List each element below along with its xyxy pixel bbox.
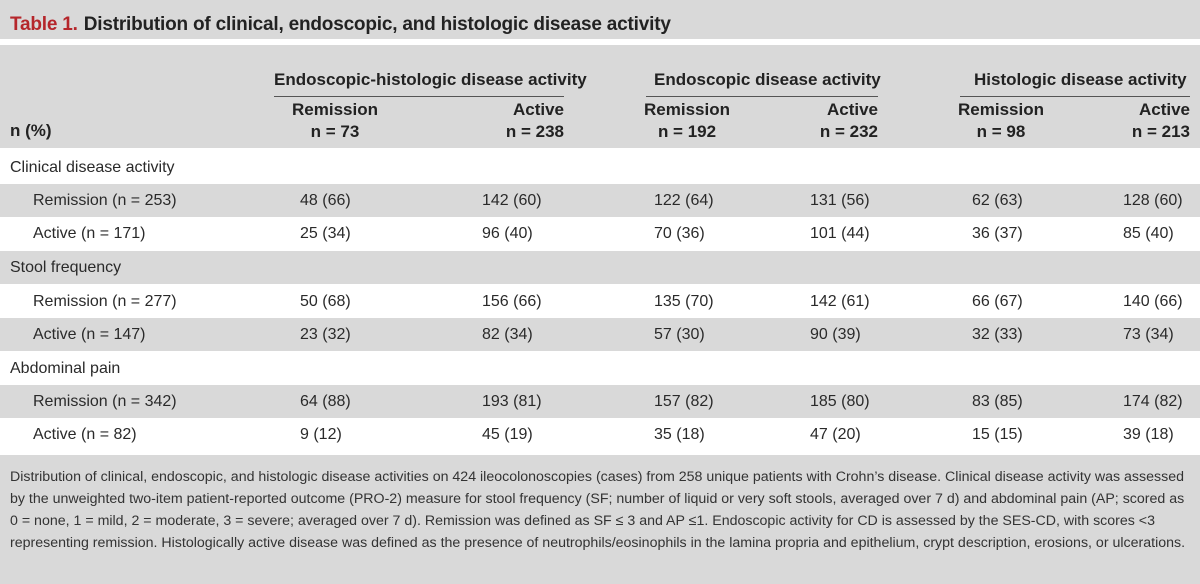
cell: 15 (15) xyxy=(972,426,1023,443)
cell: 142 (61) xyxy=(810,293,870,310)
table-row xyxy=(0,318,1200,351)
section-label: Clinical disease activity xyxy=(10,159,175,176)
table-title-bar xyxy=(0,0,1200,42)
cell: 96 (40) xyxy=(482,225,533,242)
table-row xyxy=(0,184,1200,217)
cell: 57 (30) xyxy=(654,326,705,343)
section-label: Abdominal pain xyxy=(10,360,121,377)
cell: 193 (81) xyxy=(482,393,542,410)
col-n: n = 232 xyxy=(819,122,878,141)
cell: 66 (67) xyxy=(972,293,1023,310)
group-header-endoscopic: Endoscopic disease activity xyxy=(654,70,881,89)
group-rule xyxy=(960,96,1190,97)
col-status: Active xyxy=(1138,100,1190,119)
cell: 23 (32) xyxy=(300,326,351,343)
row-label: Remission (n = 277) xyxy=(33,293,177,310)
cell: 85 (40) xyxy=(1123,225,1174,242)
row-label: Remission (n = 253) xyxy=(33,192,177,209)
cell: 131 (56) xyxy=(810,192,870,209)
section-row-clinical xyxy=(0,151,1200,184)
group-rule xyxy=(646,96,878,97)
cell: 135 (70) xyxy=(654,293,714,310)
cell: 62 (63) xyxy=(972,192,1023,209)
cell: 174 (82) xyxy=(1123,393,1183,410)
cell: 48 (66) xyxy=(300,192,351,209)
cell: 140 (66) xyxy=(1123,293,1183,310)
cell: 64 (88) xyxy=(300,393,351,410)
cell: 9 (12) xyxy=(300,426,342,443)
cell: 47 (20) xyxy=(810,426,861,443)
table-row xyxy=(0,285,1200,318)
cell: 90 (39) xyxy=(810,326,861,343)
cell: 83 (85) xyxy=(972,393,1023,410)
row-label: Active (n = 171) xyxy=(33,225,146,242)
col-header-remission xyxy=(640,99,734,143)
row-label: Remission (n = 342) xyxy=(33,393,177,410)
col-header-active xyxy=(472,99,564,143)
section-row-stool xyxy=(0,251,1200,284)
cell: 32 (33) xyxy=(972,326,1023,343)
table-title xyxy=(10,14,671,36)
col-n: n = 73 xyxy=(310,122,360,141)
cell: 25 (34) xyxy=(300,225,351,242)
section-label: Stool frequency xyxy=(10,259,122,276)
cell: 35 (18) xyxy=(654,426,705,443)
cell: 142 (60) xyxy=(482,192,542,209)
row-label: Active (n = 82) xyxy=(33,426,137,443)
cell: 39 (18) xyxy=(1123,426,1174,443)
table-label: Table 1. xyxy=(10,14,78,35)
group-header-endoscopic-histologic: Endoscopic-histologic disease activity xyxy=(274,70,587,89)
group-rule xyxy=(274,96,564,97)
cell: 50 (68) xyxy=(300,293,351,310)
col-status: Active xyxy=(512,100,564,119)
cell: 128 (60) xyxy=(1123,192,1183,209)
cell: 156 (66) xyxy=(482,293,542,310)
cell: 122 (64) xyxy=(654,192,714,209)
col-n: n = 213 xyxy=(1131,122,1190,141)
table-title-text: Distribution of clinical, endoscopic, and histologic disease activity xyxy=(83,14,671,35)
row-label: Active (n = 147) xyxy=(33,326,146,343)
col-header-active xyxy=(786,99,878,143)
col-n: n = 98 xyxy=(976,122,1026,141)
col-header-remission xyxy=(288,99,382,143)
table-row xyxy=(0,217,1200,250)
cell: 157 (82) xyxy=(654,393,714,410)
table-row xyxy=(0,418,1200,451)
group-header-histologic: Histologic disease activity xyxy=(974,70,1187,89)
cell: 101 (44) xyxy=(810,225,870,242)
col-n: n = 192 xyxy=(657,122,717,141)
table-row xyxy=(0,385,1200,418)
cell: 45 (19) xyxy=(482,426,533,443)
col-status: Active xyxy=(826,100,878,119)
cell: 36 (37) xyxy=(972,225,1023,242)
col-header-active xyxy=(1098,99,1190,143)
cell: 70 (36) xyxy=(654,225,705,242)
cell: 82 (34) xyxy=(482,326,533,343)
col-header-remission xyxy=(954,99,1048,143)
col-status: Remission xyxy=(958,100,1044,119)
section-row-abdominal xyxy=(0,352,1200,385)
col-status: Remission xyxy=(644,100,730,119)
col-n: n = 238 xyxy=(505,122,564,141)
col-status: Remission xyxy=(292,100,378,119)
table-footnote: Distribution of clinical, endoscopic, and histologic disease activities on 424 ileocolonoscopies (cases) from 258 unique patients with Crohn’s disease. Clinical disease activity was assessed by the unweighted two-item patient-reported outcome (PRO-2) measure for stool frequency (SF; number of liquid or very soft stools, averaged over 7 d) and abdominal pain (AP; scored as 0 = none, 1 = mild, 2 = moderate, 3 = severe; averaged over 7 d). Remission was defined as SF ≤ 3 and AP ≤1. Endoscopic activity for CD is assessed by the SES-CD, with scores <3 representing remission. Histologically active disease was defined as the presence of neutrophils/eosinophils in the lamina propria and epithelium, crypt description, erosions, or ulcerations. xyxy=(0,452,1200,584)
cell: 185 (80) xyxy=(810,393,870,410)
cell: 73 (34) xyxy=(1123,326,1174,343)
row-header-label: n (%) xyxy=(10,121,52,140)
